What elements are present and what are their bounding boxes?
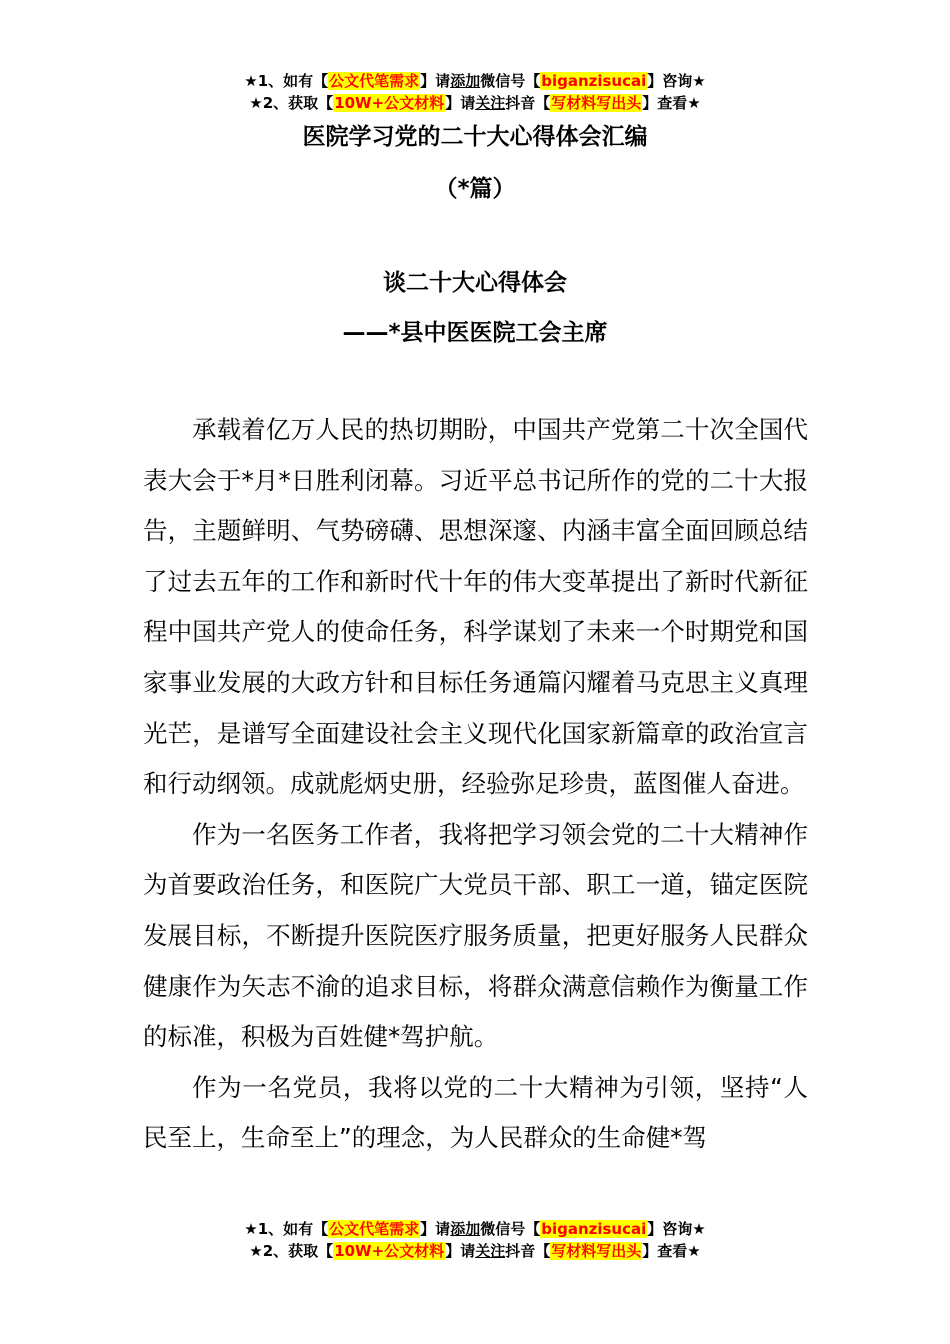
document-title: 医院学习党的二十大心得体会汇编 — [302, 124, 648, 150]
footer-promo-banner — [0, 1218, 950, 1262]
promo-text: 微信号【 — [480, 1220, 541, 1238]
promo-line-2 — [0, 92, 950, 114]
promo-text: ★2、获取【 — [249, 94, 334, 112]
body-paragraph: 作为一名党员，我将以党的二十大精神为引领，坚持“人民至上，生命至上”的理念，为人民群众的生命健*驾 — [143, 1072, 808, 1153]
promo-text: 】咨询★ — [647, 1220, 706, 1238]
promo-line-1 — [0, 1218, 950, 1240]
body-paragraph: 作为一名医务工作者，我将把学习领会党的二十大精神作为首要政治任务，和医院广大党员干部、职工一道，锚定医院发展目标，不断提升医院医疗服务质量，把更好服务人民群众健康作为矢志不渝的追求目标，将群众满意信赖作为衡量工作的标准，积极为百姓健*驾护航。 — [143, 819, 808, 1052]
article-author: ——*县中医医院工会主席 — [342, 320, 608, 346]
article-title: 谈二十大心得体会 — [383, 270, 567, 296]
promo-highlight: biganzisucai — [541, 1220, 647, 1238]
promo-underline: 添加 — [450, 1220, 481, 1238]
document-subtitle: （*篇） — [434, 176, 516, 202]
promo-highlight: 10W+公文材料 — [334, 94, 445, 112]
promo-text: 】请 — [445, 1242, 476, 1260]
promo-underline: 关注 — [475, 94, 506, 112]
promo-text: ★2、获取【 — [249, 1242, 334, 1260]
promo-text: 】咨询★ — [647, 72, 706, 90]
promo-underline: 关注 — [475, 1242, 506, 1260]
promo-text: 】请 — [420, 1220, 451, 1238]
promo-text: 】查看★ — [642, 1242, 701, 1260]
promo-text: ★1、如有【 — [244, 72, 329, 90]
promo-text: 抖音【 — [505, 1242, 551, 1260]
promo-highlight: 写材料写出头 — [551, 94, 642, 112]
promo-text: 】请 — [445, 94, 476, 112]
promo-highlight: 公文代笔需求 — [329, 72, 420, 90]
promo-text: 微信号【 — [480, 72, 541, 90]
promo-text: 】请 — [420, 72, 451, 90]
promo-text: ★1、如有【 — [244, 1220, 329, 1238]
promo-highlight: 10W+公文材料 — [334, 1242, 445, 1260]
promo-highlight: biganzisucai — [541, 72, 647, 90]
promo-underline: 添加 — [450, 72, 481, 90]
promo-highlight: 公文代笔需求 — [329, 1220, 420, 1238]
article-body — [143, 405, 808, 1164]
promo-line-1 — [0, 70, 950, 92]
header-promo-banner — [0, 70, 950, 114]
promo-line-2 — [0, 1240, 950, 1262]
body-paragraph: 承载着亿万人民的热切期盼，中国共产党第二十次全国代表大会于*月*日胜利闭幕。习近平总书记所作的党的二十大报告，主题鲜明、气势磅礴、思想深邃、内涵丰富全面回顾总结了过去五年的工作和新时代十年的伟大变革提出了新时代新征程中国共产党人的使命任务，科学谋划了未来一个时期党和国家事业发展的大政方针和目标任务通篇闪耀着马克思主义真理光芒，是谱写全面建设社会主义现代化国家新篇章的政治宣言和行动纲领。成就彪炳史册，经验弥足珍贵，蓝图催人奋进。 — [143, 415, 808, 799]
promo-text: 】查看★ — [642, 94, 701, 112]
promo-text: 抖音【 — [505, 94, 551, 112]
promo-highlight: 写材料写出头 — [551, 1242, 642, 1260]
